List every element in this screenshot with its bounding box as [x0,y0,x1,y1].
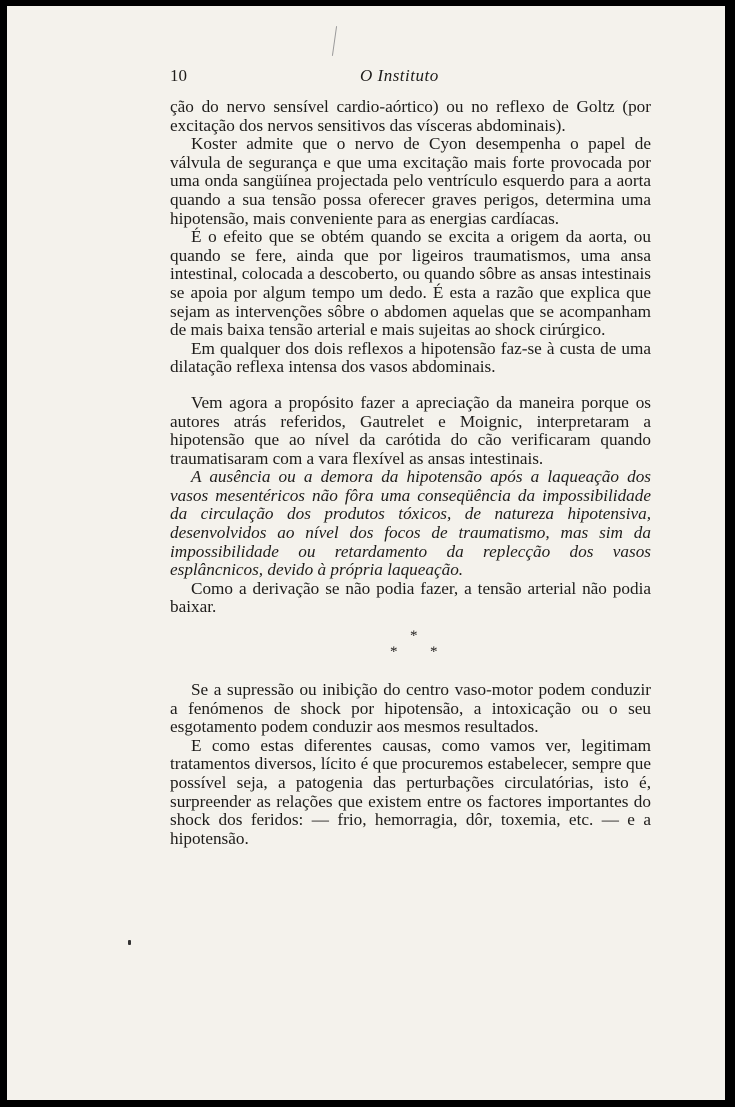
paragraph: É o efeito que se obtém quando se excita a origem da aorta, ou quando se fere, ainda que por ligeiros traumatismos, uma ansa intestinal, colocada a descoberto, ou quando sôbre as ansas intestinais se apoia por algum tempo um dedo. É esta a razão que explica que sejam as intervenções sôbre o abdomen aquelas que se acompanham de mais baixa tensão arterial e mais sujeitas ao shock cirúrgico. [170,227,651,340]
running-title: O Instituto [360,66,439,85]
page-number: 10 [170,66,187,85]
body-text [170,98,651,848]
italic-paragraph: A ausência ou a demora da hipotensão após a laqueação dos vasos mesentéricos não fôra uma conseqüência da impossibilidade da circulação dos produtos tóxicos, de natureza hipotensiva, desenvolvidos ao nível dos focos de traumatismo, mas sim da impossibilidade ou retardamento da replecção dos vasos esplâncnicos, devido à própria laqueação. [170,467,651,580]
paragraph: ção do nervo sensível cardio-aórtico) ou no reflexo de Goltz (por excitação dos nervos sensitivos das vísceras abdominais). [170,97,651,135]
paper-mark [332,26,337,56]
book-page [7,6,725,1100]
paragraph: Em qualquer dos dois reflexos a hipotensão faz-se à custa de uma dilatação reflexa intensa dos vasos abdominais. [170,338,651,377]
asterism-separator [170,623,651,667]
paragraph: Vem agora a propósito fazer a apreciação da maneira porque os autores atrás referidos, Gautrelet e Moignic, interpretaram a hipotensão que ao nível da carótida do cão verificaram quando traumatisaram com a vara flexível as ansas intestinais. [170,392,651,468]
paragraph: Koster admite que o nervo de Cyon desempenha o papel de válvula de segurança e que uma excitação mais forte provocada por uma onda sangüínea projectada pelo ventrículo esquerdo para a aorta quando a sua tensão possa oferecer graves perigos, determina uma hipotensão, mais conveniente para as energias cardíacas. [170,134,651,228]
paragraph: Se a supressão ou inibição do centro vaso-motor podem conduzir a fenómenos de shock por hipotensão, a intoxicação ou o seu esgotamento podem conduzir aos mesmos resultados. [170,680,651,737]
paragraph: E como estas diferentes causas, como vamos ver, legitimam tratamentos diversos, lícito é que procuremos estabelecer, sempre que possível seja, a patogenia das perturbações circulatórias, isto é, surpreender as relações que existem entre os factores importantes do shock dos feridos: — frio, hemorragia, dôr, toxemia, etc. — e a hipotensão. [170,735,651,848]
asterisk: * [390,644,398,661]
page-header [170,66,650,90]
ink-speck [128,940,131,945]
paragraph: Como a derivação se não podia fazer, a tensão arterial não podia baixar. [170,578,651,617]
asterisk: * [430,644,438,661]
asterisk: * [410,628,418,645]
